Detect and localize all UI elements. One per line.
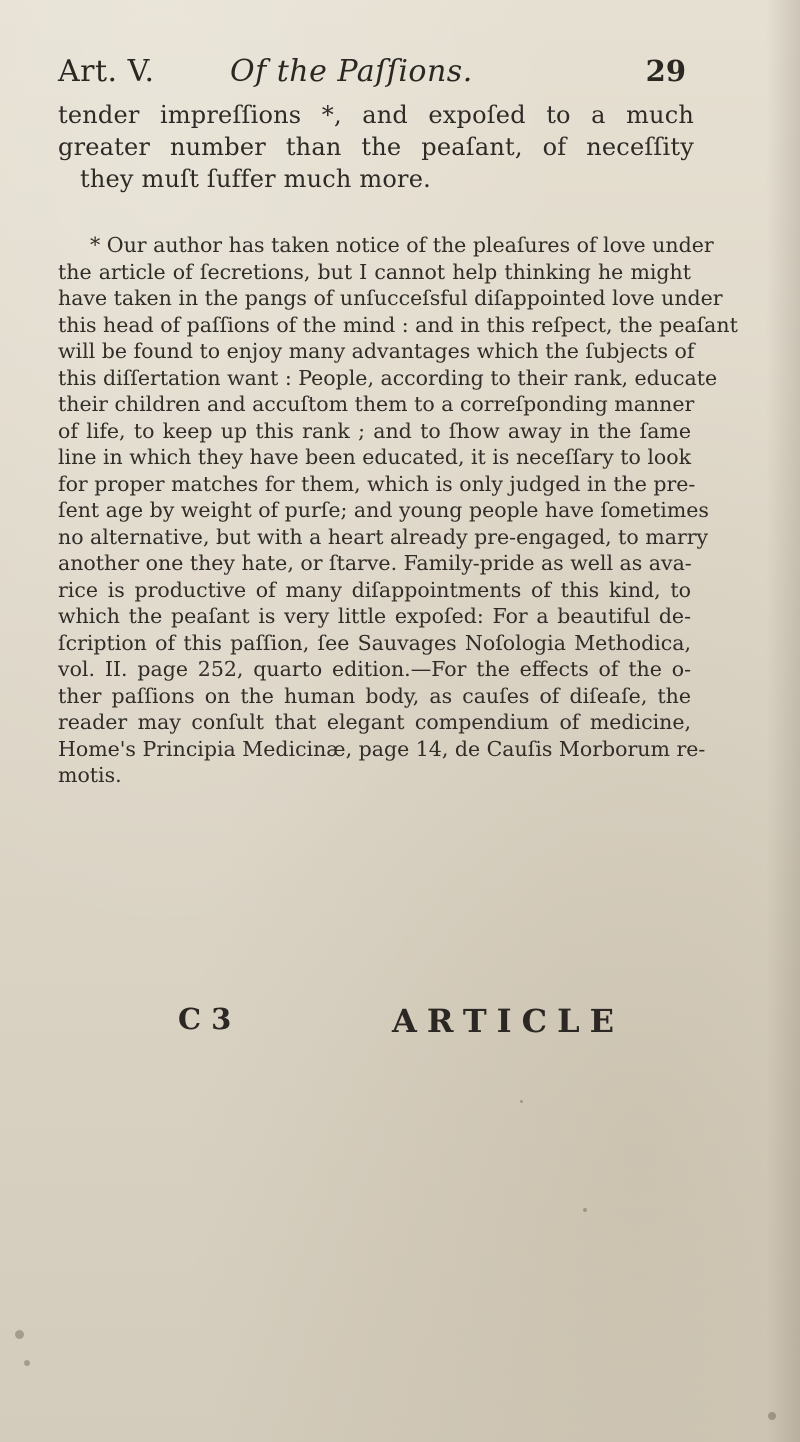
footnote-line: their children and accuſtom them to a correſponding manner [58,392,695,416]
footnote-line: rice is productive of many diſappointments of this kind, to [58,577,691,602]
body-text [58,99,694,195]
footnote-line: the article of ſecretions, but I cannot help thinking he might [58,259,691,284]
footnote-line: vol. II. page 252, quarto edition.—For the effects of the o- [58,657,691,681]
running-head-title: Of the Paſſions. [230,54,473,89]
foxing-spot [15,1330,24,1339]
footnote-line: for proper matches for them, which is only judged in the pre- [58,471,696,496]
footnote-line: this head of paſſions of the mind : and in this reſpect, the peaſant [58,312,738,337]
footnote-line: ther paſſions on the human body, as cauſes of diſeaſe, the [58,683,691,708]
page-number: 29 [645,54,686,88]
footnote-line: have taken in the pangs of unſucceſsful diſappointed love under [58,286,723,310]
catchword: ARTICLE [392,1002,624,1040]
body-line: they muſt ſuffer much more. [80,165,431,193]
body-line: tender impreſſions *, and expoſed to a much [58,101,694,129]
footnote-line: another one they hate, or ſtarve. Family-pride as well as ava- [58,551,692,575]
footnote-line: line in which they have been educated, it is neceſſary to look [58,445,691,469]
footnote-line: reader may conſult that elegant compendium of medicine, [58,710,691,734]
foxing-spot [768,1412,776,1420]
footnote-line: Home's Principia Medicinæ, page 14, de Cauſis Morborum re- [58,736,706,761]
footnote-line: of life, to keep up this rank ; and to ſhow away in the ſame [58,418,691,443]
footnote-line: motis. [58,763,122,787]
foxing-spot [520,1100,523,1103]
signature-mark: C 3 [178,1002,232,1036]
body-line: greater number than the peaſant, of neceſſity [58,133,694,161]
footnote-line: * Our author has taken notice of the pleaſures of love under [90,233,714,257]
footnote-line: no alternative, but with a heart already pre-engaged, to marry [58,524,709,549]
running-head-article: Art. V. [58,54,155,89]
foxing-spot [583,1208,587,1212]
footnote-line: this diſſertation want : People, according to their rank, educate [58,365,718,390]
foxing-spot [24,1360,30,1366]
footnote-line: ſcription of this paſſion, ſee Sauvages Noſologia Methodica, [58,630,691,655]
running-head [58,54,686,96]
footnote-line: will be found to enjoy many advantages which the ſubjects of [58,339,695,363]
catchline [178,1002,658,1052]
footnote-line: ſent age by weight of purſe; and young people have ſometimes [58,498,709,522]
page-edge-shadow [766,0,800,1442]
footnote [58,232,738,789]
footnote-line: which the peaſant is very little expoſed: For a beautiful de- [58,604,691,628]
